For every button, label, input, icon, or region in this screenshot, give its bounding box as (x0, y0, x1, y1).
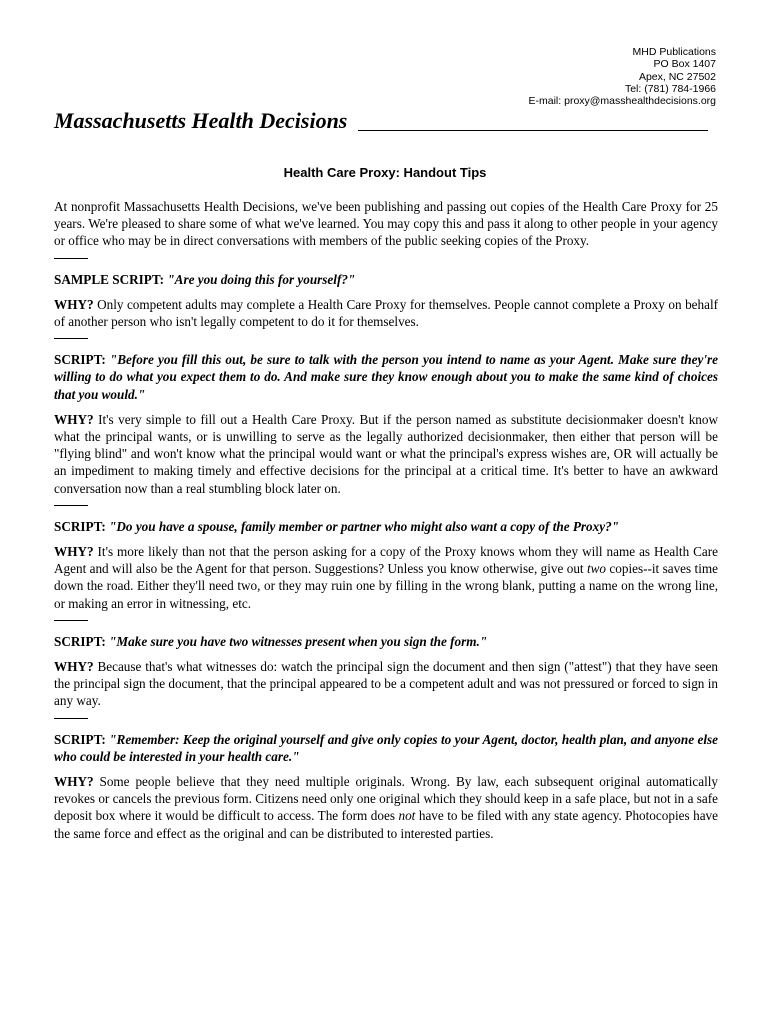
script-paragraph (54, 518, 718, 535)
document-body (54, 198, 718, 842)
title-underline (358, 130, 708, 131)
address-line: PO Box 1407 (653, 58, 716, 71)
script-label: SCRIPT: (54, 352, 106, 368)
script-paragraph (54, 351, 718, 403)
why-text: have to be filed with any state agency. Photocopies have the same force and effect as the original and can be distributed to interested parties. (54, 808, 718, 841)
why-emphasis: two (586, 561, 607, 577)
why-paragraph (54, 658, 718, 710)
why-emphasis: not (398, 808, 416, 824)
why-text: Because that's what witnesses do: watch the principal sign the document and then sign ("attest") that they have seen the principal sign the document, that the principal appeared to be a competent adult and was not pressured or forced to sign in any way. (54, 659, 719, 709)
script-paragraph (54, 633, 718, 650)
script-quote: "Before you fill this out, be sure to talk with the person you intend to name as your Agent. Make sure they're willing to do what you expect them to do. And make sure they know enough about you to make the same kind of choices that you would." (54, 352, 718, 402)
script-label: SCRIPT: (54, 518, 106, 534)
why-label: WHY? (54, 296, 94, 312)
why-label: WHY? (54, 659, 94, 675)
intro-paragraph: At nonprofit Massachusetts Health Decisions, we've been publishing and passing out copies of the Health Care Proxy for 25 years. We're pleased to share some of what we've learned. You may copy this and pass it along to other people in your agency or office who may be in direct conversations with members of the public seeking copies of the Proxy. (54, 199, 718, 249)
why-label: WHY? (54, 774, 94, 790)
why-text: It's more likely than not that the person asking for a copy of the Proxy knows whom they will name as Health Care Agent and will also be the Agent for that person. Suggestions? Unless you know otherwise, give out (54, 544, 719, 577)
why-paragraph (54, 411, 718, 497)
script-label: SAMPLE SCRIPT: (54, 271, 165, 287)
why-paragraph (54, 296, 718, 330)
why-paragraph (54, 543, 718, 612)
why-label: WHY? (54, 544, 94, 560)
address-line: Apex, NC 27502 (638, 70, 716, 83)
why-text: copies--it saves time down the road. Either they'll need two, or they may ruin one by filling in the wrong blank, putting a name on the wrong line, or making an error in witnessing, etc. (54, 561, 718, 611)
why-text: Only competent adults may complete a Health Care Proxy for themselves. People cannot complete a Proxy on behalf of another person who isn't legally competent to do it for themselves. (54, 296, 719, 330)
email-line: E-mail: proxy@masshealthdecisions.org (528, 95, 716, 108)
script-quote: "Make sure you have two witnesses present when you sign the form." (109, 633, 488, 649)
address-line: MHD Publications (632, 46, 716, 58)
why-text: Some people believe that they need multiple originals. Wrong. By law, each subsequent original automatically revokes or cancels the previous form. Citizens need only one original which they should keep in a safe place, but not in a safe deposit box where it would be difficult to access. The form does (54, 774, 718, 824)
phone-line: Tel: (781) 784-1966 (624, 82, 716, 95)
publisher-address (529, 46, 716, 107)
script-quote: "Do you have a spouse, family member or partner who might also want a copy of the Proxy?" (109, 518, 619, 534)
script-paragraph (54, 271, 718, 288)
script-paragraph (54, 731, 718, 765)
script-label: SCRIPT: (54, 731, 106, 747)
script-quote: "Are you doing this for yourself?" (167, 271, 356, 287)
why-label: WHY? (54, 411, 94, 427)
script-quote: "Remember: Keep the original yourself and give only copies to your Agent, doctor, health plan, and anyone else who could be interested in your health care." (54, 731, 719, 764)
organization-name: Massachusetts Health Decisions (54, 108, 348, 133)
script-label: SCRIPT: (54, 633, 106, 649)
why-paragraph (54, 773, 718, 842)
why-text: It's very simple to fill out a Health Care Proxy. But if the person named as substitute decisionmaker doesn't know what the principal wants, or is unwilling to serve as the legally authorized decisionmaker, then either that person will be "flying blind" and won't know what the principal would want or what the principal's express wishes are, OR will actually be an impediment to making timely and effective decisions for the principal at a critical time. It's better to have an awkward conversation now than a real stumbling block later on. (54, 411, 719, 496)
document-title: Health Care Proxy: Handout Tips (283, 165, 487, 180)
